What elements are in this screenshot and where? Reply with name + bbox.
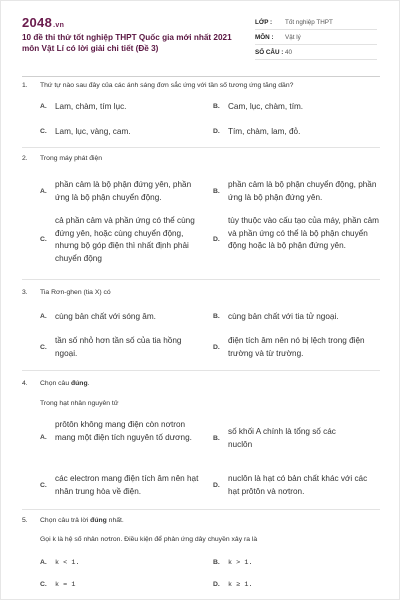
question-text: Thứ tự nào sau đây của các ánh sáng đơn sắc ứng với tần số tương ứng tăng dần? bbox=[40, 82, 294, 89]
meta-key: LỚP : bbox=[255, 19, 273, 26]
question-number: 5. bbox=[22, 517, 28, 524]
option-label: A. bbox=[40, 434, 47, 441]
meta-row-question-count bbox=[255, 45, 377, 60]
option-label: C. bbox=[40, 344, 47, 351]
option-label: B. bbox=[213, 188, 220, 195]
header bbox=[1, 1, 400, 73]
option-text: cả phần cảm và phần ứng có thể cùng đứng yên, hoặc cùng chuyển động, nhưng bộ góp điện thì nhất định phải chuyển động bbox=[55, 216, 195, 263]
header-divider bbox=[22, 76, 380, 77]
question-text: Chọn câu trả lời đúng nhất. bbox=[40, 517, 124, 524]
option-label: A. bbox=[40, 313, 47, 320]
meta-value: Tốt nghiệp THPT bbox=[285, 19, 333, 26]
question-separator bbox=[22, 509, 380, 510]
option-label: A. bbox=[40, 103, 47, 110]
meta-value: 40 bbox=[285, 49, 293, 56]
question-text: Trong máy phát điện bbox=[40, 155, 103, 162]
option-label: D. bbox=[213, 344, 220, 351]
option-label: C. bbox=[40, 581, 47, 588]
question-number: 4. bbox=[22, 380, 28, 387]
question-separator bbox=[22, 370, 380, 371]
question-text: Chọn câu đúng. bbox=[40, 380, 90, 387]
option-label: A. bbox=[40, 559, 47, 566]
question-number: 1. bbox=[22, 82, 28, 89]
option-label: B. bbox=[213, 435, 220, 442]
option-label: B. bbox=[213, 103, 220, 110]
meta-key: MÔN : bbox=[255, 34, 274, 41]
option-label: C. bbox=[40, 128, 47, 135]
meta-value: Vật lý bbox=[285, 34, 301, 41]
exam-meta-table bbox=[255, 15, 377, 60]
question-text: Tia Rơn-ghen (tia X) có bbox=[40, 289, 111, 296]
option-text: phần cảm là bộ phận chuyển động, phần ứng là bộ phận đứng yên. bbox=[228, 180, 377, 202]
question-number: 3. bbox=[22, 289, 28, 296]
question-number: 2. bbox=[22, 155, 28, 162]
question-separator bbox=[22, 279, 380, 280]
option-text: k ≥ 1. bbox=[228, 581, 253, 589]
question-subtext: Trong hạt nhân nguyên tử bbox=[40, 400, 119, 407]
option-text: tùy thuộc vào cấu tạo của máy, phần cảm và phần ứng có thể là bộ phận chuyển động hoặc là bộ phận đứng yên. bbox=[228, 216, 379, 250]
meta-row-subject bbox=[255, 30, 377, 45]
question-subtext: Gọi k là hệ số nhân nơtron. Điều kiện để phản ứng dây chuyền xảy ra là bbox=[40, 536, 258, 543]
option-text: Lam, lục, vàng, cam. bbox=[55, 127, 131, 136]
option-text: phần cảm là bộ phận đứng yên, phần ứng là bộ phận chuyển động. bbox=[55, 180, 192, 202]
option-text: cùng bản chất với tia tử ngoại. bbox=[228, 312, 339, 321]
option-text: các electron mang điện tích âm nên hạt nhân trung hòa về điện. bbox=[55, 474, 199, 496]
document-title: 10 đề thi thử tốt nghiệp THPT Quốc gia mới nhất 2021 môn Vật Lí có lời giải chi tiết (Đề 3) bbox=[22, 33, 232, 53]
option-label: C. bbox=[40, 482, 47, 489]
option-text: Lam, chàm, tím lục. bbox=[55, 102, 127, 111]
option-text: prôtôn không mang điện còn nơtron mang một điện tích nguyên tố dương. bbox=[55, 420, 192, 442]
option-label: B. bbox=[213, 559, 220, 566]
option-text: điện tích âm nên nó bị lệch trong điện trường và từ trường. bbox=[228, 336, 365, 358]
site-logo[interactable]: 2048.vn bbox=[22, 15, 65, 30]
option-text: k < 1. bbox=[55, 559, 80, 567]
option-text: k > 1. bbox=[228, 559, 253, 567]
option-label: D. bbox=[213, 236, 220, 243]
meta-row-class bbox=[255, 15, 377, 30]
option-text: Tím, chàm, lam, đỏ. bbox=[228, 127, 301, 136]
option-text: số khối A chính là tổng số các nuclôn bbox=[228, 427, 336, 449]
option-text: tần số nhỏ hơn tần số của tia hồng ngoại. bbox=[55, 336, 182, 358]
option-text: k = 1 bbox=[55, 581, 76, 589]
option-label: D. bbox=[213, 482, 220, 489]
option-label: A. bbox=[40, 188, 47, 195]
option-text: Cam, lục, chàm, tím. bbox=[228, 102, 304, 111]
meta-key: SỐ CÂU : bbox=[255, 49, 284, 56]
question-separator bbox=[22, 147, 380, 148]
option-label: B. bbox=[213, 313, 220, 320]
option-label: D. bbox=[213, 581, 220, 588]
option-text: cùng bản chất với sóng âm. bbox=[55, 312, 156, 321]
option-label: D. bbox=[213, 128, 220, 135]
option-text: nuclôn là hạt có bản chất khác với các hạt prôtôn và nơtron. bbox=[228, 474, 368, 496]
option-label: C. bbox=[40, 236, 47, 243]
